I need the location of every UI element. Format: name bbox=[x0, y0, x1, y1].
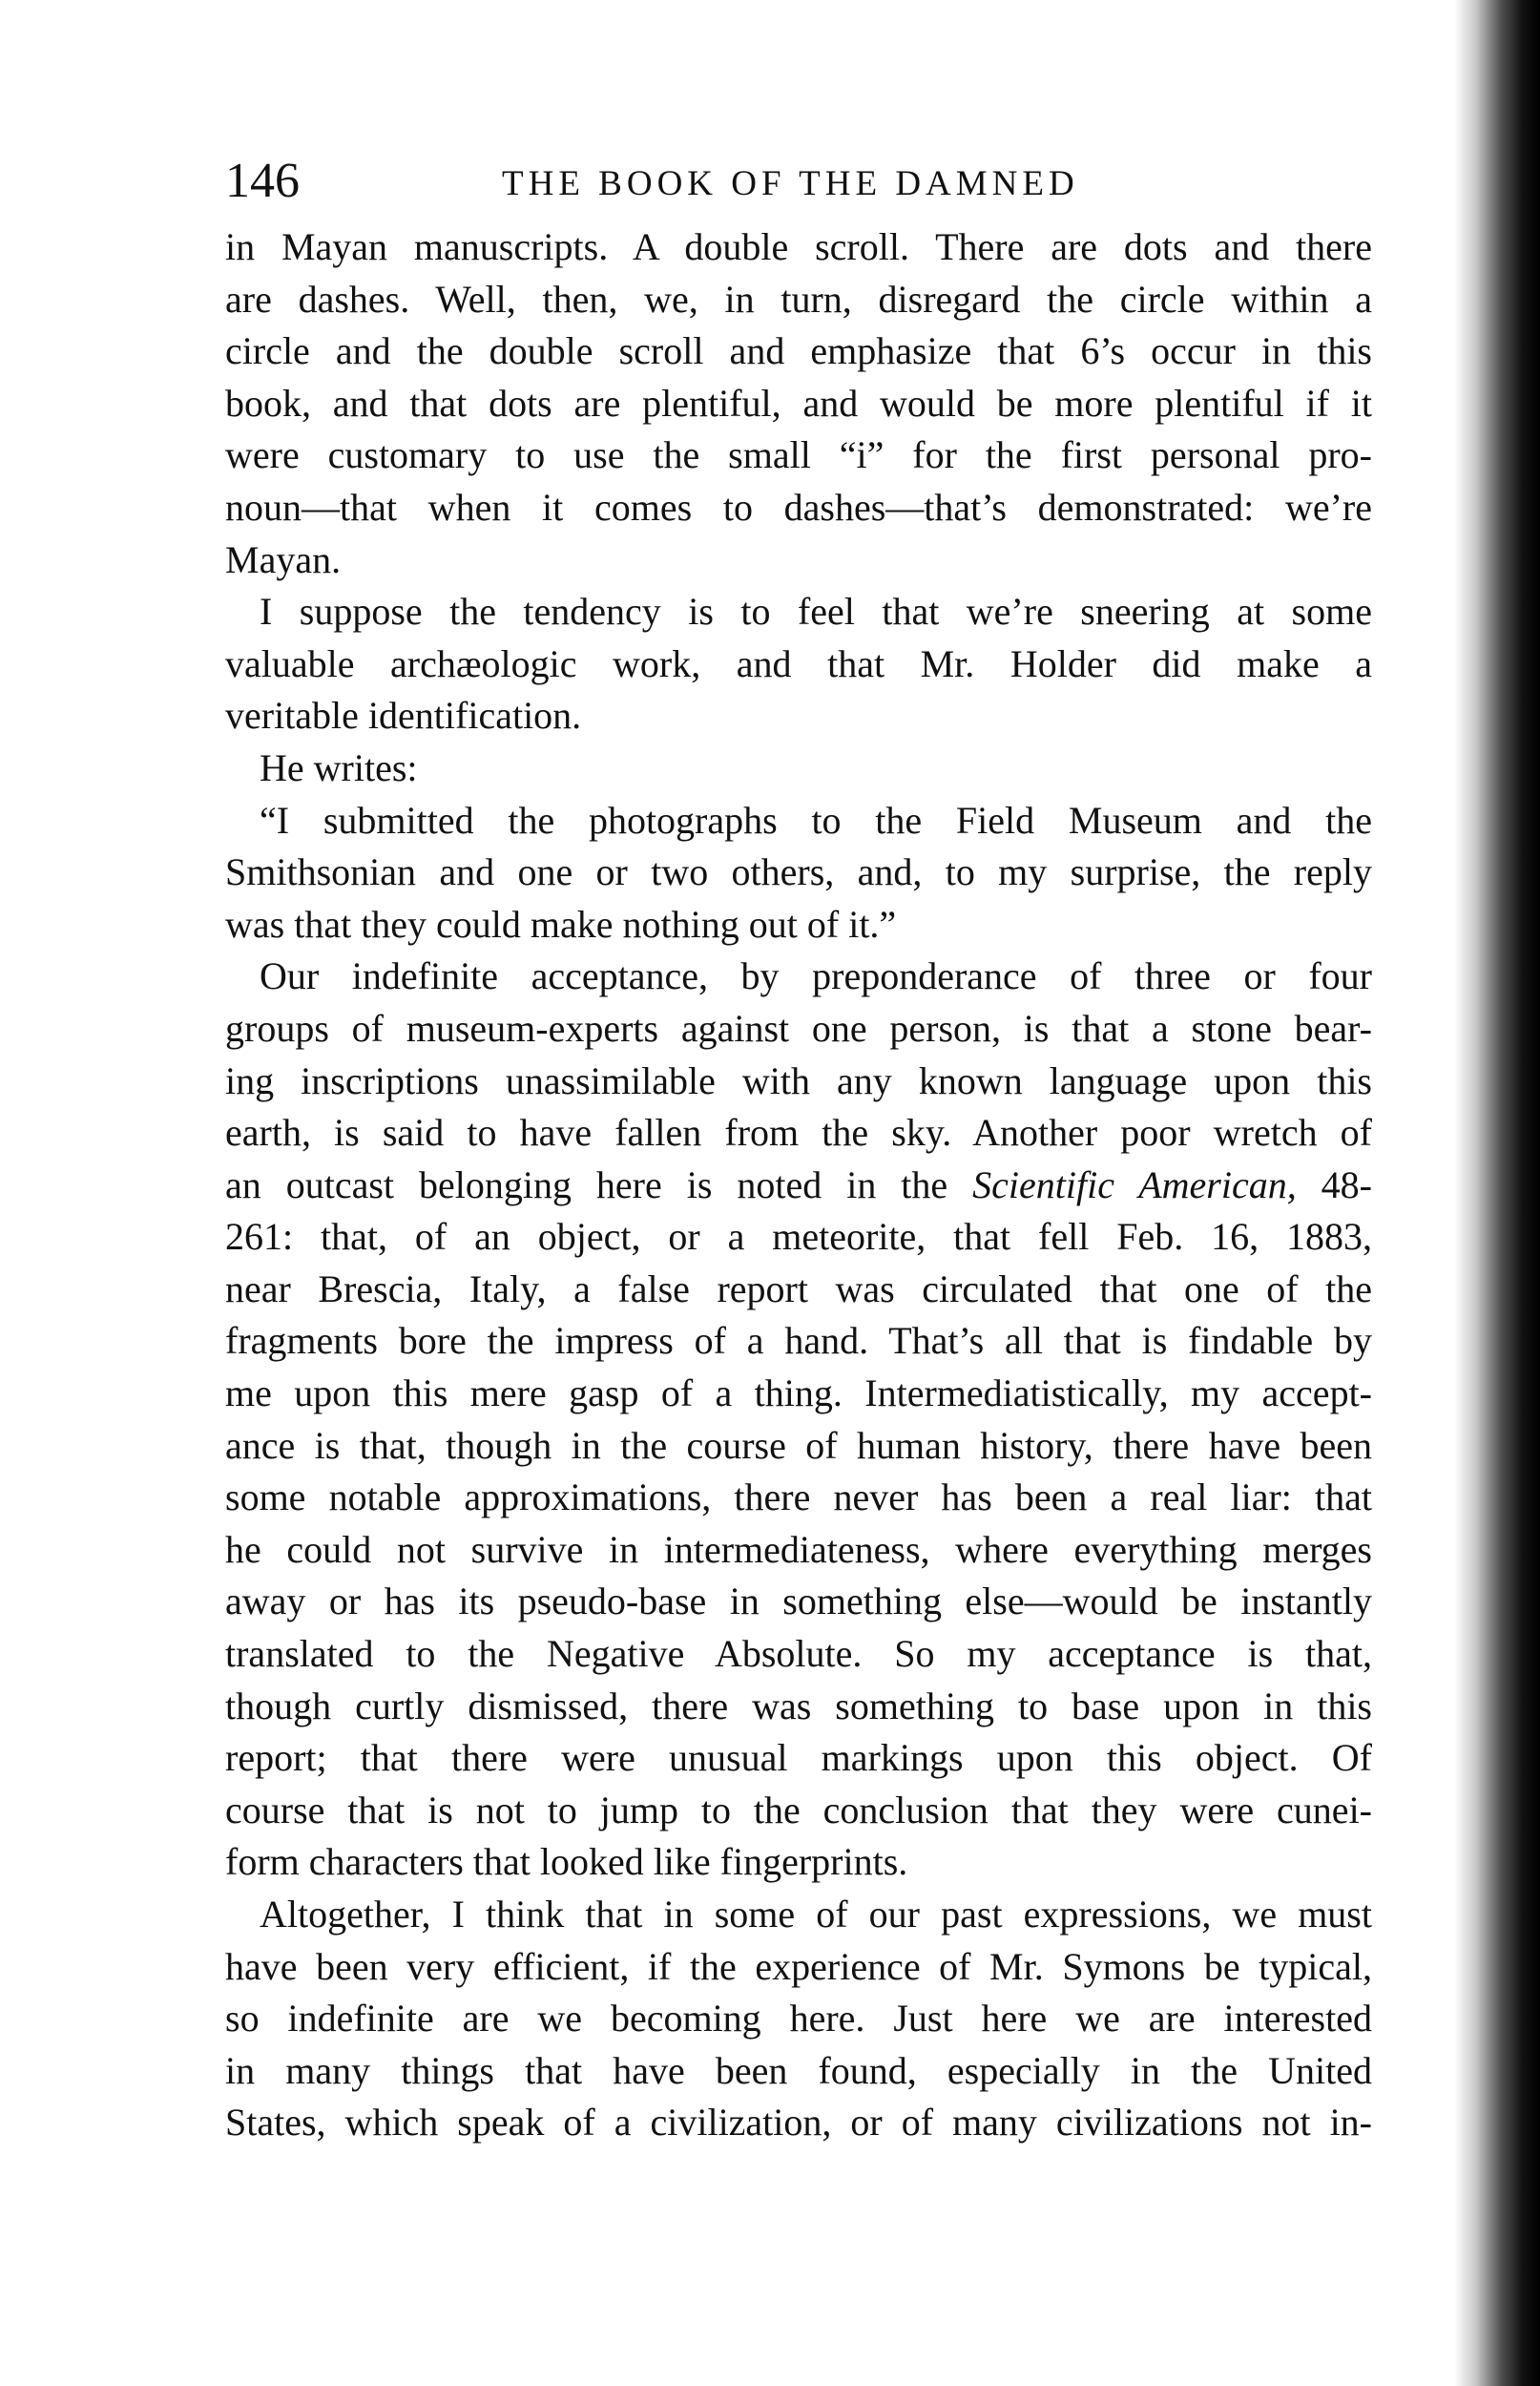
text-line: book, and that dots are plentiful, and would be more plentiful if it bbox=[225, 381, 1372, 425]
text-segment: an outcast belonging here is noted in the bbox=[225, 1162, 973, 1206]
text-line: translated to the Negative Absolute. So my acceptance is that, bbox=[225, 1632, 1372, 1676]
text-line: veritable identification. bbox=[225, 694, 582, 738]
text-line: away or has its pseudo-base in something else—would be instantly bbox=[225, 1580, 1372, 1623]
text-line: He writes: bbox=[260, 745, 418, 789]
spine-shadow bbox=[1454, 0, 1540, 2386]
text-line: report; that there were unusual markings upon this object. Of bbox=[225, 1736, 1372, 1780]
text-line: Smithsonian and one or two others, and, to my surprise, the reply bbox=[225, 850, 1372, 894]
text-line: Our indefinite acceptance, by preponderance of three or four bbox=[260, 954, 1372, 998]
text-line: are dashes. Well, then, we, in turn, disregard the circle within a bbox=[225, 277, 1372, 321]
text-line: so indefinite are we becoming here. Just here we are interested bbox=[225, 1997, 1372, 2041]
text-line: circle and the double scroll and emphasize that 6’s occur in this bbox=[225, 329, 1372, 373]
journal-title: Scientific American, bbox=[972, 1162, 1297, 1206]
text-line: States, which speak of a civilization, or of many civilizations not in- bbox=[225, 2101, 1372, 2145]
text-line: some notable approximations, there never has been a real liar: that bbox=[225, 1476, 1372, 1519]
text-line: me upon this mere gasp of a thing. Intermediatistically, my accept- bbox=[225, 1371, 1372, 1415]
page-number: 146 bbox=[225, 154, 300, 208]
text-line: fragments bore the impress of a hand. That’s all that is findable by bbox=[225, 1319, 1372, 1363]
text-line: were customary to use the small “i” for the first personal pro- bbox=[225, 433, 1372, 477]
text-line: I suppose the tendency is to feel that we’re sneering at some bbox=[260, 590, 1372, 634]
text-line bbox=[225, 1160, 1372, 1212]
text-line: earth, is said to have fallen from the sky. Another poor wretch of bbox=[225, 1111, 1372, 1155]
text-line: in Mayan manuscripts. A double scroll. There are dots and there bbox=[225, 225, 1372, 268]
text-line: ance is that, though in the course of human history, there have been bbox=[225, 1423, 1372, 1467]
text-line: “I submitted the photographs to the Field Museum and the bbox=[260, 798, 1372, 842]
running-head: THE BOOK OF THE DAMNED bbox=[502, 164, 1079, 203]
text-line: Mayan. bbox=[225, 537, 342, 581]
text-line: form characters that looked like fingerprints. bbox=[225, 1840, 908, 1884]
page-header bbox=[225, 153, 1370, 210]
text-line: 261: that, of an object, or a meteorite, that fell Feb. 16, 1883, bbox=[225, 1215, 1372, 1259]
body-text bbox=[225, 221, 1372, 2149]
text-line: groups of museum-experts against one person, is that a stone bear- bbox=[225, 1006, 1372, 1050]
text-line: course that is not to jump to the conclusion that they were cunei- bbox=[225, 1788, 1372, 1831]
text-line: was that they could make nothing out of it.” bbox=[225, 902, 897, 946]
text-line: valuable archæologic work, and that Mr. Holder did make a bbox=[225, 641, 1372, 685]
text-line: ing inscriptions unassimilable with any known language upon this bbox=[225, 1058, 1372, 1102]
text-line: though curtly dismissed, there was something to base upon in this bbox=[225, 1684, 1372, 1727]
text-segment: 48- bbox=[1296, 1162, 1373, 1206]
text-line: he could not survive in intermediateness, where everything merges bbox=[225, 1527, 1372, 1571]
text-line: near Brescia, Italy, a false report was circulated that one of the bbox=[225, 1266, 1372, 1310]
text-line: in many things that have been found, especially in the United bbox=[225, 2048, 1372, 2092]
text-line: noun—that when it comes to dashes—that’s demonstrated: we’re bbox=[225, 485, 1372, 529]
text-line: Altogether, I think that in some of our past expressions, we must bbox=[260, 1893, 1372, 1936]
text-line: have been very efficient, if the experience of Mr. Symons be typical, bbox=[225, 1944, 1372, 1988]
